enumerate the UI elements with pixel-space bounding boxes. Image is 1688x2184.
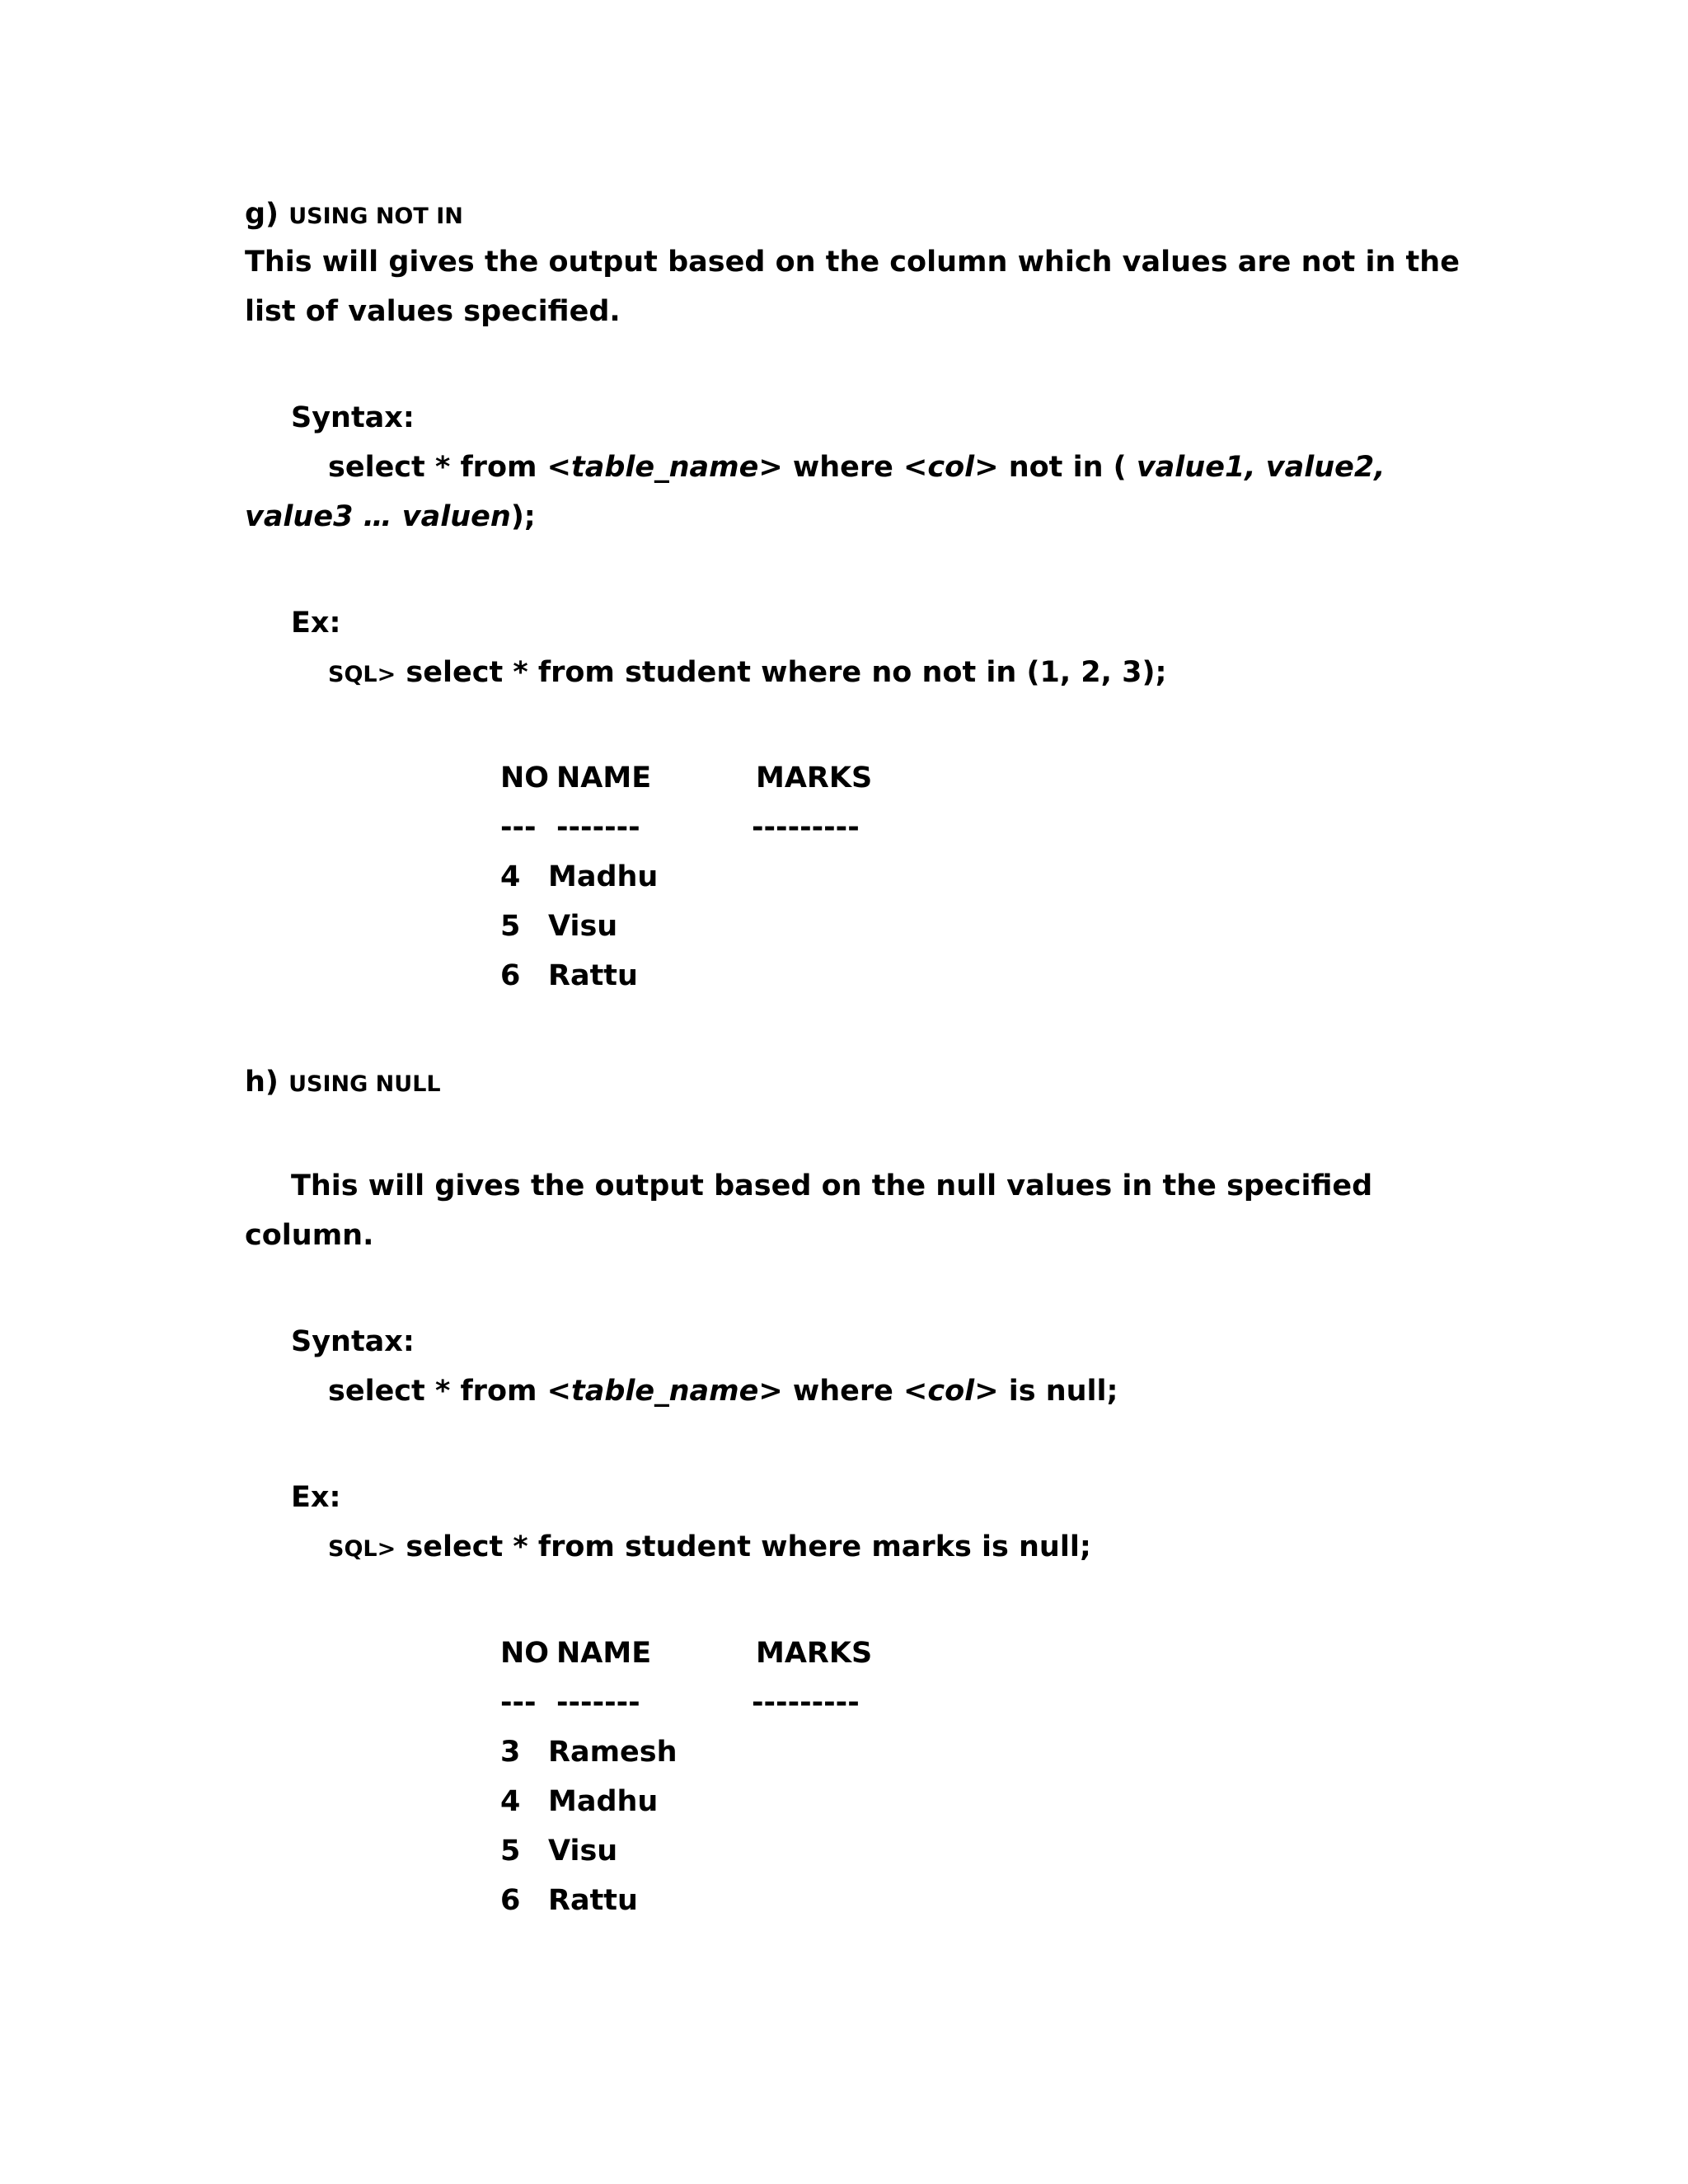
table-cell-name: Madhu (548, 860, 659, 893)
syntax-placeholder-values: value1, value2, (1136, 451, 1386, 484)
section-g-syntax-line2 (245, 499, 536, 535)
section-g-ex-label: Ex: (291, 607, 341, 640)
section-h-heading (245, 1064, 441, 1103)
section-g-example-query (328, 654, 1166, 693)
syntax-text: select * from < (328, 451, 571, 484)
table-cell-no: 6 (500, 959, 521, 992)
table-separator: ------- (556, 811, 640, 844)
section-h-ex-label: Ex: (291, 1481, 341, 1514)
table-header-no: NO (500, 762, 550, 794)
table-separator: ------- (556, 1686, 640, 1719)
syntax-placeholder-values: value3 … valuen (245, 500, 511, 533)
table-cell-name: Madhu (548, 1785, 659, 1818)
section-g-desc-line2: list of values specified. (245, 295, 621, 328)
table-header-no: NO (500, 1637, 550, 1670)
section-g-heading (245, 196, 463, 235)
syntax-placeholder-table: table_name (570, 451, 759, 484)
table-header-name: NAME (556, 762, 652, 794)
syntax-text: > is null; (974, 1375, 1118, 1408)
section-h-desc-line2: column. (245, 1219, 374, 1252)
table-cell-name: Visu (548, 910, 618, 943)
section-h-syntax-line1 (328, 1373, 1118, 1409)
table-separator: --- (500, 811, 537, 844)
syntax-text: > not in ( (974, 451, 1137, 484)
table-separator: --------- (752, 811, 860, 844)
table-header-marks: MARKS (756, 1637, 873, 1670)
syntax-placeholder-col: col (927, 1375, 975, 1408)
section-g-title: USING NOT IN (288, 204, 463, 229)
syntax-text: select * from < (328, 1375, 571, 1408)
table-cell-no: 5 (500, 910, 521, 943)
sql-prompt: SQL> (328, 662, 396, 687)
section-h-desc-line1: This will gives the output based on the null values in the specified (291, 1169, 1373, 1202)
section-h-syntax-label: Syntax: (291, 1325, 415, 1358)
syntax-text: ); (510, 500, 536, 533)
table-separator: --- (500, 1686, 537, 1719)
table-cell-no: 6 (500, 1884, 521, 1917)
section-g-syntax-label: Syntax: (291, 401, 415, 434)
syntax-placeholder-col: col (927, 451, 975, 484)
query-text: select * from student where no not in (1, 2, 3); (396, 656, 1167, 689)
section-g-letter: g) (245, 198, 279, 231)
table-separator: --------- (752, 1686, 860, 1719)
section-g-syntax-line1 (328, 449, 1386, 485)
query-text: select * from student where marks is null; (396, 1530, 1091, 1563)
table-header-name: NAME (556, 1637, 652, 1670)
section-g-desc-line1: This will gives the output based on the column which values are not in the (245, 246, 1460, 279)
syntax-placeholder-table: table_name (570, 1375, 759, 1408)
table-cell-name: Ramesh (548, 1736, 678, 1769)
section-h-example-query (328, 1529, 1091, 1568)
table-header-marks: MARKS (756, 762, 873, 794)
sql-prompt: SQL> (328, 1536, 396, 1562)
section-h-title: USING NULL (288, 1071, 441, 1097)
syntax-text: > where < (758, 1375, 928, 1408)
table-cell-no: 4 (500, 1785, 521, 1818)
table-cell-name: Visu (548, 1835, 618, 1868)
table-cell-name: Rattu (548, 1884, 638, 1917)
table-cell-no: 3 (500, 1736, 521, 1769)
syntax-text: > where < (758, 451, 928, 484)
table-cell-name: Rattu (548, 959, 638, 992)
table-cell-no: 4 (500, 860, 521, 893)
table-cell-no: 5 (500, 1835, 521, 1868)
section-h-letter: h) (245, 1066, 279, 1099)
